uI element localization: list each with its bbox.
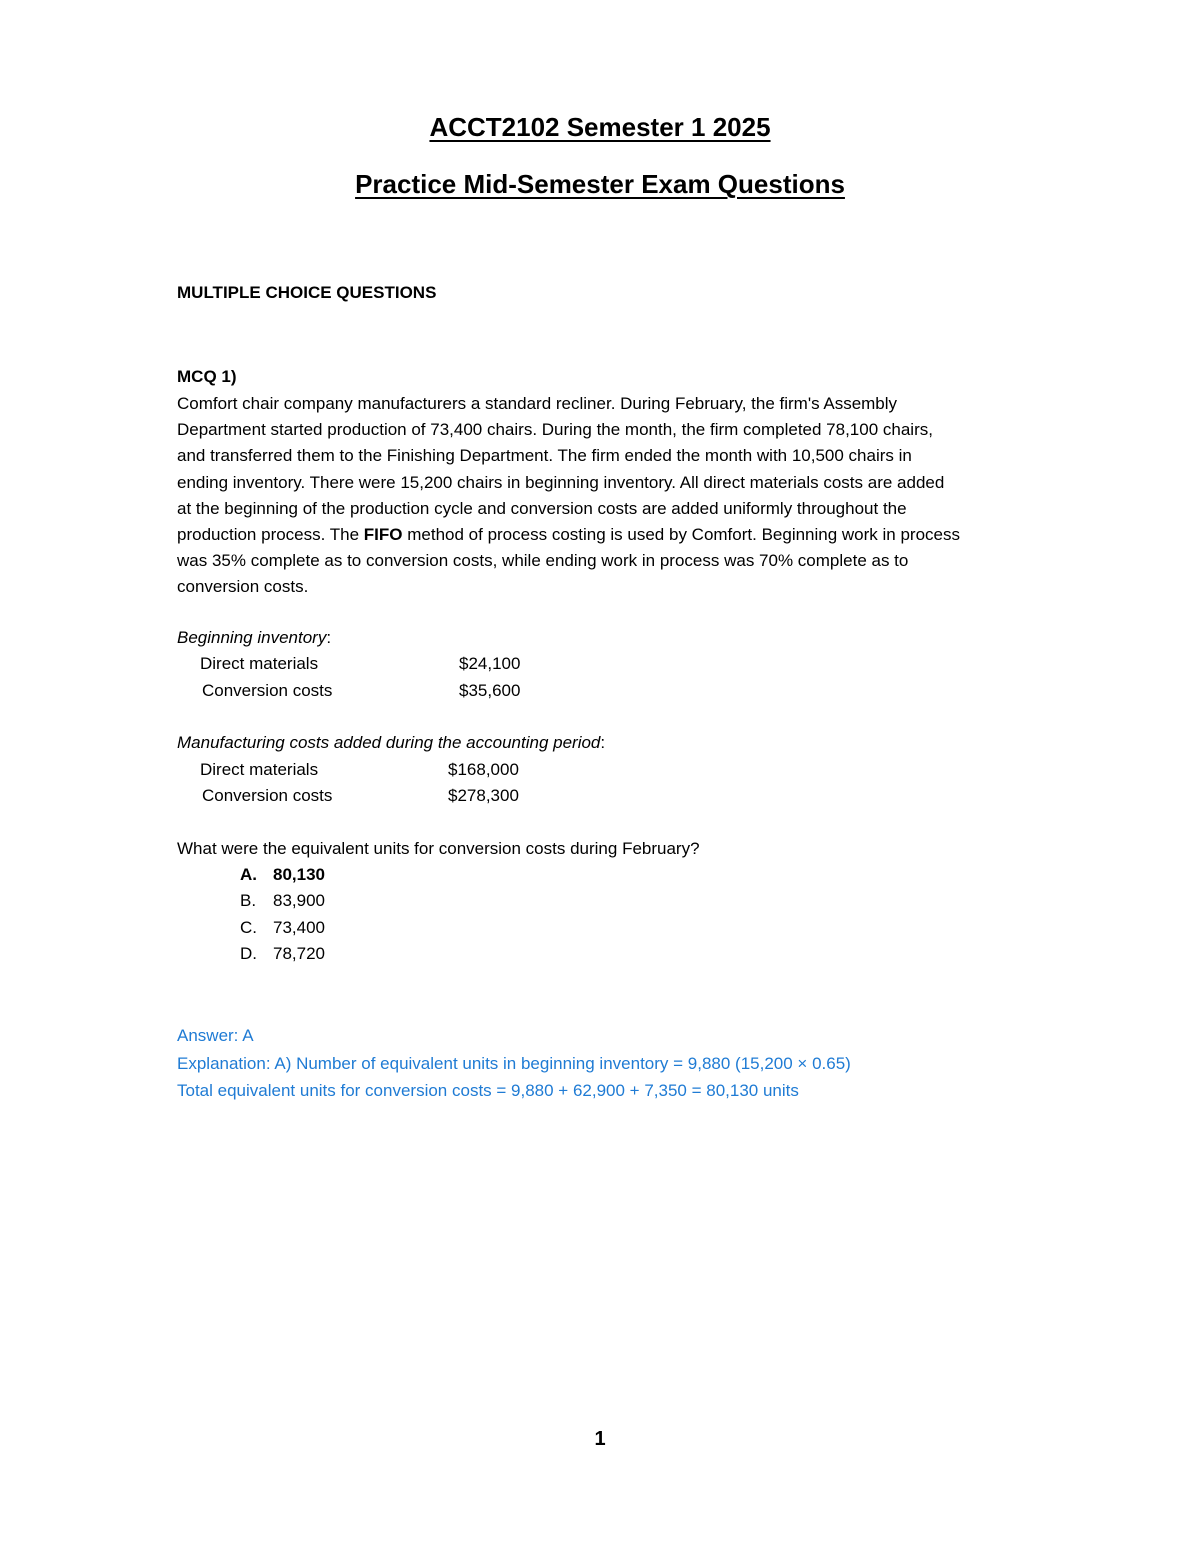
paragraph-line: at the beginning of the production cycle and conversion costs are added uniformly throughout the	[177, 498, 907, 518]
fifo-term: FIFO	[363, 525, 403, 545]
option-letter: C.	[240, 918, 257, 937]
option-d[interactable]	[240, 944, 325, 964]
document-subtitle: Practice Mid-Semester Exam Questions	[355, 169, 845, 199]
option-c[interactable]	[240, 918, 325, 938]
mcq-label: MCQ 1)	[177, 367, 237, 386]
option-value: 83,900	[273, 891, 325, 910]
answer-line: Answer: A	[177, 1026, 254, 1045]
heading-colon: :	[326, 628, 332, 647]
paragraph-line: and transferred them to the Finishing Department. The firm ended the month with 10,500 chairs in	[177, 446, 912, 466]
paragraph-line: conversion costs.	[177, 577, 309, 597]
cost-value: $24,100	[459, 654, 521, 673]
manufacturing-costs-heading	[177, 733, 605, 753]
cost-label: Conversion costs	[202, 681, 333, 700]
option-value: 80,130	[273, 865, 325, 884]
paragraph-line: Comfort chair company manufacturers a standard recliner. During February, the firm's Assembly	[177, 394, 898, 413]
option-letter: B.	[240, 891, 257, 910]
question-paragraph	[177, 391, 1087, 601]
option-b[interactable]	[240, 891, 325, 911]
heading-text: Manufacturing costs added during the accounting period	[177, 733, 601, 752]
paragraph-line: was 35% complete as to conversion costs, while ending work in process was 70% complete as to	[177, 551, 909, 571]
question-text: What were the equivalent units for conversion costs during February?	[177, 839, 700, 858]
answer-block	[177, 1022, 851, 1105]
beginning-inventory-heading	[177, 628, 331, 648]
option-letter: A.	[240, 865, 257, 884]
cost-value: $35,600	[459, 681, 521, 700]
heading-text: Beginning inventory	[177, 628, 327, 647]
total-line: Total equivalent units for conversion costs = 9,880 + 62,900 + 7,350 = 80,130 units	[177, 1081, 799, 1100]
paragraph-text: method of process costing is used by Comfort. Beginning work in process	[402, 525, 961, 545]
option-letter: D.	[240, 944, 257, 963]
explanation-line: Explanation: A) Number of equivalent units in beginning inventory = 9,880 (15,200 × 0.65)	[177, 1053, 851, 1073]
option-value: 78,720	[273, 944, 325, 963]
paragraph-line: Department started production of 73,400 chairs. During the month, the firm completed 78,100 chairs,	[177, 420, 933, 440]
paragraph-text: production process. The	[177, 525, 364, 545]
section-heading: MULTIPLE CHOICE QUESTIONS	[177, 283, 437, 302]
paragraph-line	[177, 522, 1087, 548]
page-number: 1	[594, 1428, 606, 1450]
option-a[interactable]	[240, 865, 325, 885]
cost-label: Direct materials	[200, 760, 319, 779]
option-value: 73,400	[273, 918, 325, 937]
cost-value: $168,000	[448, 760, 519, 779]
cost-label: Direct materials	[200, 654, 319, 673]
heading-colon: :	[600, 733, 606, 752]
paragraph-line: ending inventory. There were 15,200 chairs in beginning inventory. All direct materials costs are added	[177, 472, 945, 492]
cost-label: Conversion costs	[202, 786, 333, 805]
document-title: ACCT2102 Semester 1 2025	[429, 112, 771, 142]
cost-value: $278,300	[448, 786, 519, 805]
